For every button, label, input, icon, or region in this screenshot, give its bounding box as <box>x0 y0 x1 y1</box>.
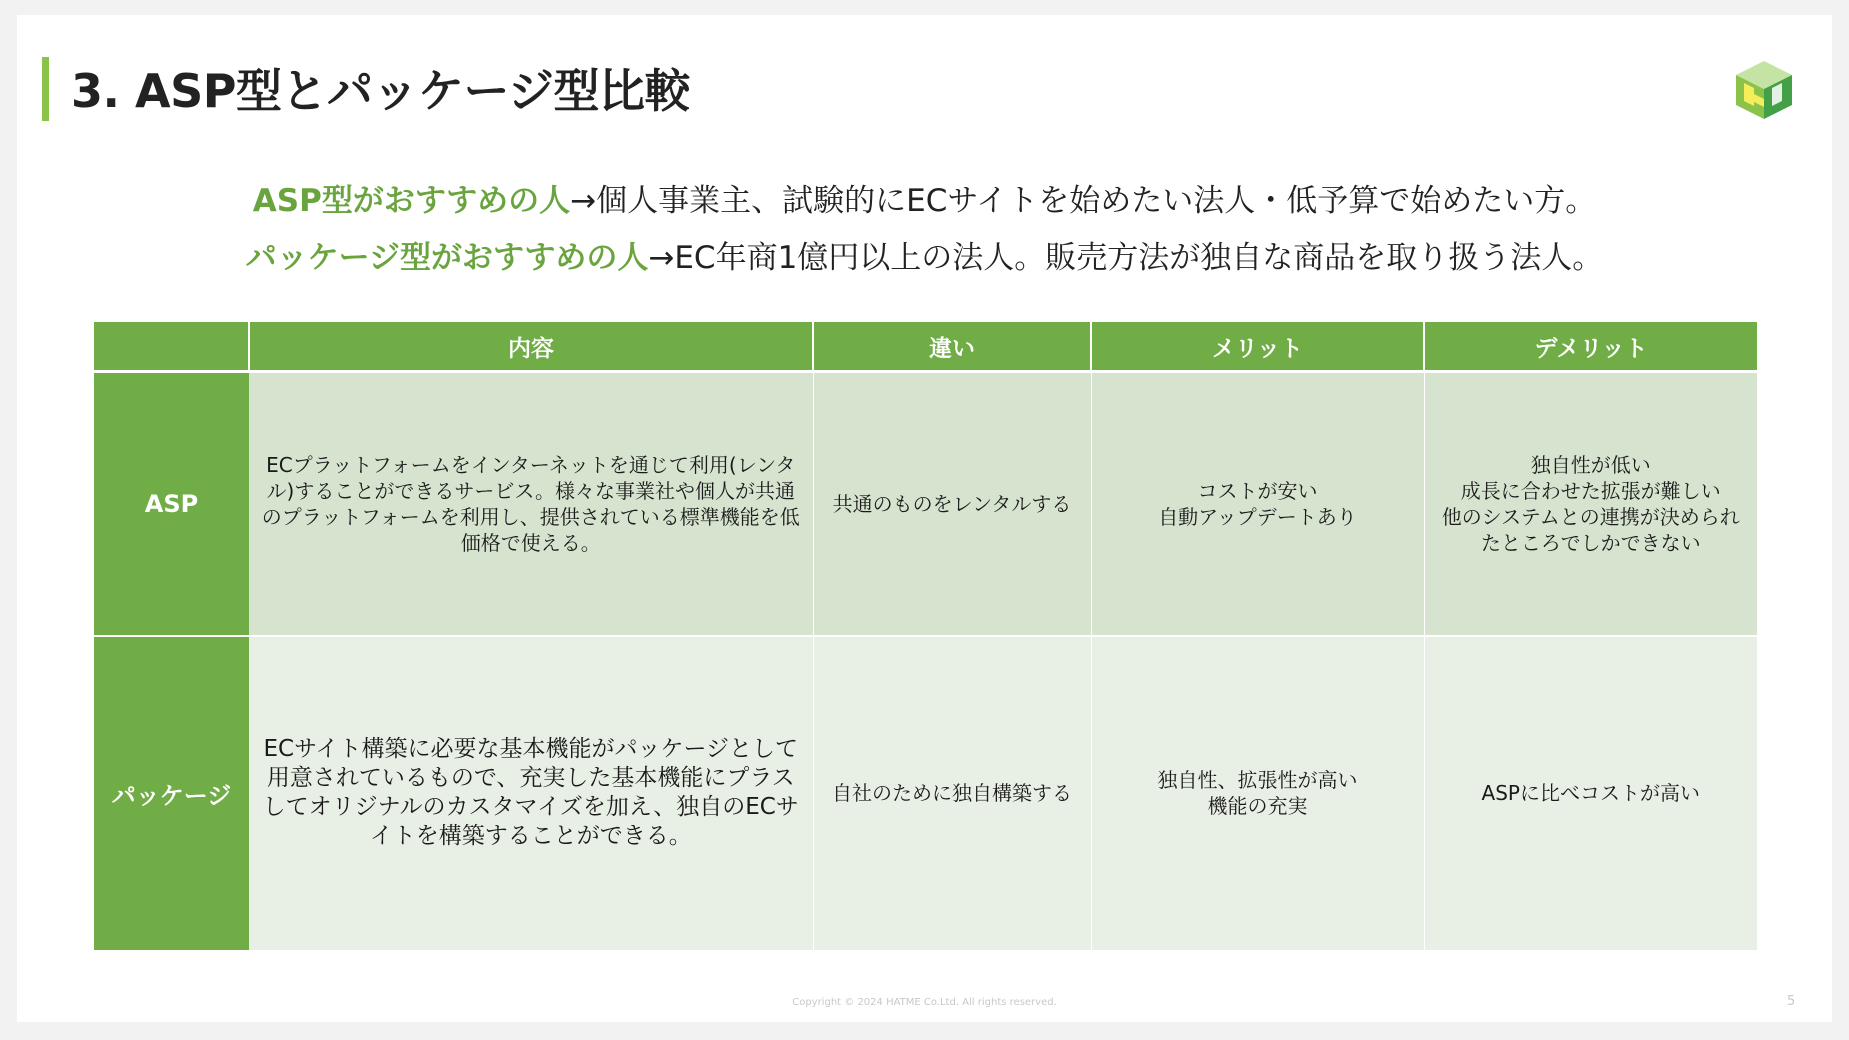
cell-asp-difference: 共通のものをレンタルする <box>813 372 1091 636</box>
header-content: 内容 <box>249 322 813 372</box>
intro-highlight-asp: ASP型がおすすめの人 <box>252 183 571 219</box>
hatme-cube-logo-icon <box>1732 59 1796 121</box>
header-corner <box>94 322 249 372</box>
intro-line-asp <box>17 181 1832 221</box>
intro-line-package <box>17 238 1832 278</box>
comparison-table <box>94 322 1757 952</box>
slide-title: 3. ASP型とパッケージ型比較 <box>71 64 691 118</box>
table-row-asp <box>94 372 1757 636</box>
cell-package-difference: 自社のために独自構築する <box>813 636 1091 951</box>
table-header-row <box>94 322 1757 372</box>
header-merit: メリット <box>1091 322 1424 372</box>
cell-asp-merit: コストが安い 自動アップデートあり <box>1091 372 1424 636</box>
row-label-package: パッケージ <box>94 636 249 951</box>
cell-package-content: ECサイト構築に必要な基本機能がパッケージとして用意されているもので、充実した基本機能にプラスしてオリジナルのカスタマイズを加え、独自のECサイトを構築することができる。 <box>249 636 813 951</box>
slide <box>17 15 1832 1022</box>
header-difference: 違い <box>813 322 1091 372</box>
cell-asp-demerit: 独自性が低い 成長に合わせた拡張が難しい 他のシステムとの連携が決められたところでしかできない <box>1424 372 1757 636</box>
table-row-package <box>94 636 1757 951</box>
row-label-asp: ASP <box>94 372 249 636</box>
title-accent-bar <box>42 57 49 121</box>
page-number: 5 <box>1787 994 1796 1009</box>
cell-package-demerit: ASPに比べコストが高い <box>1424 636 1757 951</box>
header-demerit: デメリット <box>1424 322 1757 372</box>
intro-text-package: →EC年商1億円以上の法人。販売方法が独自な商品を取り扱う法人。 <box>648 240 1604 276</box>
cell-package-merit: 独自性、拡張性が高い 機能の充実 <box>1091 636 1424 951</box>
copyright-footer: Copyright © 2024 HATME Co.Ltd. All rights reserved. <box>792 997 1057 1008</box>
intro-text-asp: →個人事業主、試験的にECサイトを始めたい法人・低予算で始めたい方。 <box>570 183 1597 219</box>
intro-highlight-package: パッケージ型がおすすめの人 <box>245 240 649 276</box>
cell-asp-content: ECプラットフォームをインターネットを通じて利用(レンタル)することができるサービス。様々な事業社や個人が共通のプラットフォームを利用し、提供されている標準機能を低価格で使える。 <box>249 372 813 636</box>
